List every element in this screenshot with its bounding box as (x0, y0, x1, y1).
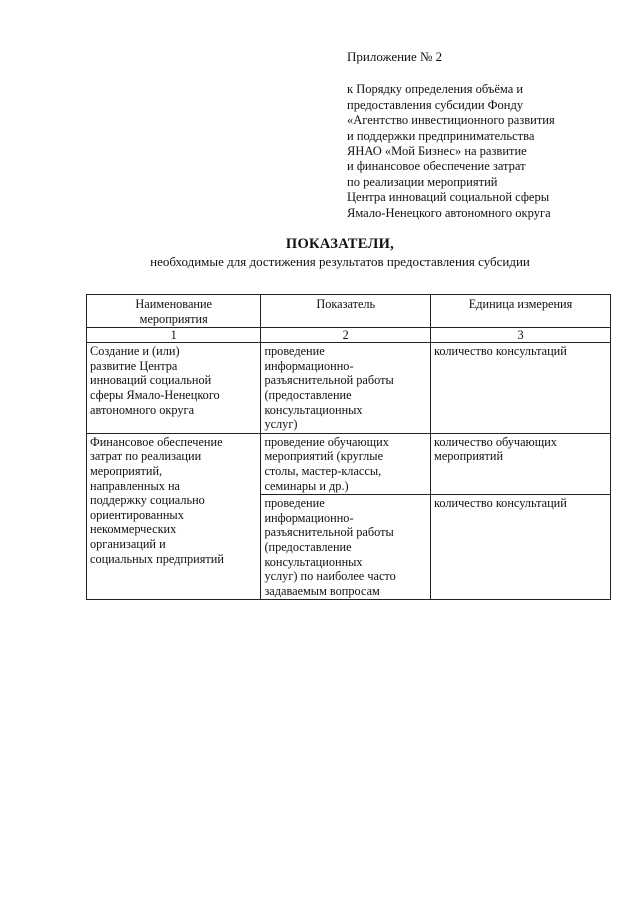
appendix-line: и поддержки предпринимательства (347, 128, 535, 143)
appendix-line: и финансовое обеспечение затрат (347, 159, 526, 174)
header-unit: Единица измерения (431, 295, 611, 328)
event-name-cell: Финансовое обеспечение затрат по реализации мероприятий, направленных на поддержку социально ориентированных некоммерческих организаций и социальных предприятий (87, 433, 261, 600)
appendix-line: Ямало-Ненецкого автономного округа (347, 205, 551, 220)
table-row (87, 433, 611, 494)
event-name-cell: Создание и (или) развитие Центра инноваций социальной сферы Ямало-Ненецкого автономного округа (87, 343, 261, 434)
appendix-line: предоставления субсидии Фонду (347, 97, 524, 112)
appendix-line: к Порядку определения объёма и (347, 82, 524, 97)
indicator-cell: проведение обучающих мероприятий (круглые столы, мастер-классы, семинары и др.) (261, 433, 431, 494)
unit-cell: количество обучающих мероприятий (431, 433, 611, 494)
appendix-line: по реализации мероприятий (347, 174, 498, 189)
appendix-title: Приложение № 2 (347, 49, 443, 64)
appendix-line: ЯНАО «Мой Бизнес» на развитие (347, 144, 527, 159)
column-number-row (87, 328, 611, 343)
appendix-line: «Агентство инвестиционного развития (347, 113, 555, 128)
document-heading (0, 236, 640, 270)
indicator-cell: проведение информационно- разъяснительной работы (предоставление консультационных услуг) по наиболее часто задаваемым вопросам (261, 495, 431, 600)
header-event-name: Наименование мероприятия (87, 295, 261, 328)
column-number: 2 (261, 328, 431, 343)
indicators-table (86, 294, 611, 600)
column-number: 3 (431, 328, 611, 343)
table-header-row (87, 295, 611, 328)
document-title: ПОКАЗАТЕЛИ, (285, 236, 395, 252)
unit-cell: количество консультаций (431, 495, 611, 600)
header-indicator: Показатель (261, 295, 431, 328)
unit-cell: количество консультаций (431, 343, 611, 434)
column-number: 1 (87, 328, 261, 343)
table-row (87, 343, 611, 434)
appendix-block (347, 49, 627, 221)
appendix-line: Центра инноваций социальной сферы (347, 190, 550, 205)
document-subtitle: необходимые для достижения результатов предоставления субсидии (150, 254, 530, 269)
indicator-cell: проведение информационно- разъяснительной работы (предоставление консультационных услуг) (261, 343, 431, 434)
